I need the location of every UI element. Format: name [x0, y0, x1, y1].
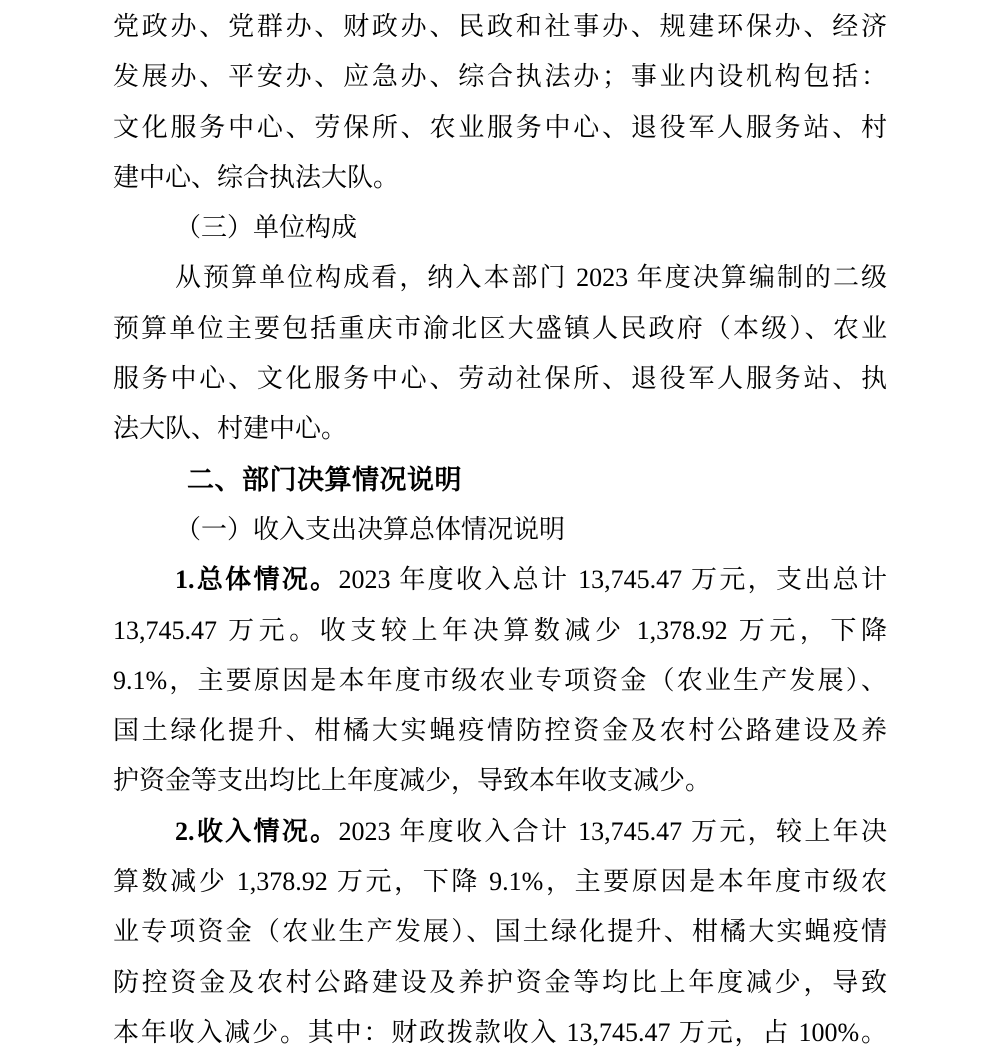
text-run: 预算单位主要包括重庆市渝北区大盛镇人民政府（本级）、农业	[113, 313, 887, 343]
section-heading	[113, 455, 887, 505]
text-line	[113, 203, 887, 253]
text-run: 建中心、综合执法大队。	[113, 162, 400, 192]
text-run: 防控资金及农村公路建设及养护资金等均比上年度减少，导致	[113, 967, 887, 997]
text-run: （三）单位构成	[175, 213, 358, 243]
bold-text-run: 2.收入情况。	[175, 816, 339, 846]
text-run: 国土绿化提升、柑橘大实蝇疫情防控资金及农村公路建设及养	[113, 716, 887, 746]
text-run: 算数减少 1,378.92 万元，下降 9.1%，主要原因是本年度市级农	[113, 867, 887, 897]
text-line	[113, 907, 887, 957]
text-line	[113, 354, 887, 404]
text-line	[113, 857, 887, 907]
text-line	[113, 404, 887, 454]
document-body	[113, 2, 887, 1056]
text-line	[113, 807, 887, 857]
text-line	[113, 103, 887, 153]
text-run: 本年收入减少。其中：财政拨款收入 13,745.47 万元，占 100%。	[113, 1017, 887, 1047]
text-line	[113, 304, 887, 354]
text-line	[113, 656, 887, 706]
text-run: 2023 年度收入总计 13,745.47 万元，支出总计	[338, 565, 887, 595]
text-line	[113, 505, 887, 555]
bold-text-run: 1.总体情况。	[175, 565, 339, 595]
text-run: 发展办、平安办、应急办、综合执法办；事业内设机构包括：	[113, 62, 887, 92]
text-line	[113, 2, 887, 52]
text-line	[113, 555, 887, 605]
text-line	[113, 153, 887, 203]
text-run: 13,745.47 万元。收支较上年决算数减少 1,378.92 万元，下降	[113, 615, 887, 645]
text-line	[113, 1008, 887, 1056]
text-run: （一）收入支出决算总体情况说明	[175, 514, 566, 544]
text-run: 服务中心、文化服务中心、劳动社保所、退役军人服务站、执	[113, 364, 887, 394]
bold-text-run: 二、部门决算情况说明	[187, 464, 462, 495]
text-run: 文化服务中心、劳保所、农业服务中心、退役军人服务站、村	[113, 112, 887, 142]
text-run: 9.1%，主要原因是本年度市级农业专项资金（农业生产发展）、	[113, 665, 887, 695]
text-run: 党政办、党群办、财政办、民政和社事办、规建环保办、经济	[113, 12, 887, 41]
text-run: 护资金等支出均比上年度减少，导致本年收支减少。	[113, 766, 712, 796]
text-line	[113, 958, 887, 1008]
text-run: 业专项资金（农业生产发展）、国土绿化提升、柑橘大实蝇疫情	[113, 917, 887, 947]
text-run: 2023 年度收入合计 13,745.47 万元，较上年决	[338, 816, 887, 846]
text-line	[113, 706, 887, 756]
text-run: 法大队、村建中心。	[113, 414, 348, 444]
text-line	[113, 606, 887, 656]
text-line	[113, 52, 887, 102]
text-line	[113, 756, 887, 806]
text-run: 从预算单位构成看，纳入本部门 2023 年度决算编制的二级	[175, 263, 887, 293]
text-line	[113, 253, 887, 303]
